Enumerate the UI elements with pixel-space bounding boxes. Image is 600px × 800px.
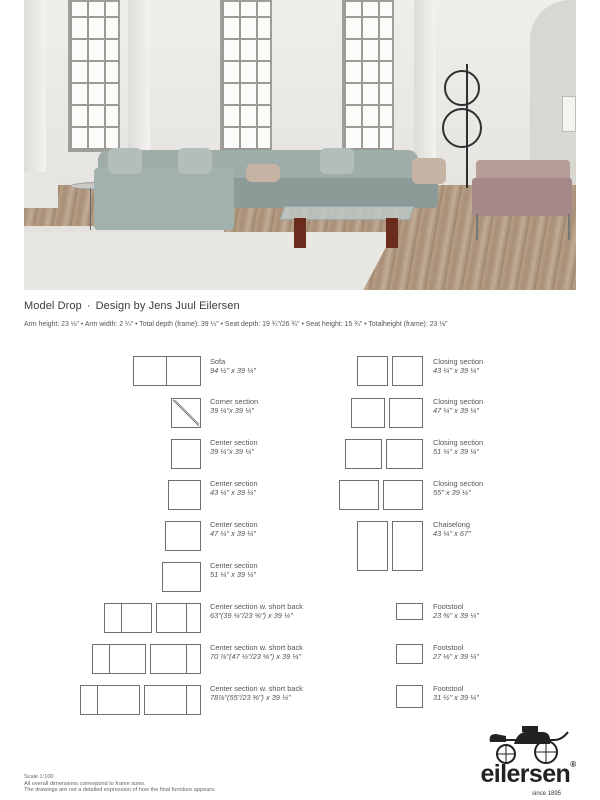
dimensions-note: All overall dimensions correspond to frame sizes. bbox=[24, 780, 146, 787]
item-name: Footstool bbox=[433, 602, 464, 611]
item-dimensions: 47 ¼" x 39 ¼" bbox=[433, 406, 479, 415]
hero-sofa-arm bbox=[94, 168, 234, 230]
frame bbox=[109, 644, 146, 674]
drawing-center-section bbox=[165, 521, 201, 551]
frame bbox=[104, 603, 122, 633]
item-dimensions: 43 ¼" x 39 ¼" bbox=[433, 366, 479, 375]
frame bbox=[165, 521, 201, 551]
hero-photo bbox=[24, 0, 576, 290]
frame bbox=[80, 685, 98, 715]
drawing-center-section bbox=[162, 562, 201, 592]
hero-rug bbox=[24, 232, 394, 290]
item-label bbox=[433, 357, 483, 375]
item-name: Closing section bbox=[433, 397, 484, 406]
item-name: Closing section bbox=[433, 357, 484, 366]
frame bbox=[186, 644, 201, 674]
frame bbox=[389, 398, 423, 428]
page-title bbox=[24, 300, 240, 312]
item-label bbox=[433, 397, 483, 415]
drawing-center-section-short-back bbox=[80, 685, 201, 715]
item-dimensions: 39 ¼"x 39 ¼" bbox=[210, 406, 254, 415]
drawing-closing-section bbox=[351, 398, 423, 428]
frame bbox=[92, 644, 110, 674]
item-dimensions: 78⅞"(55"/23 ⅝") x 39 ¼" bbox=[210, 693, 291, 702]
drawing-footstool bbox=[396, 644, 423, 664]
designer: Design by Jens Juul Eilersen bbox=[95, 300, 240, 312]
item-label bbox=[210, 479, 258, 497]
frame bbox=[383, 480, 423, 510]
hero-table-leg bbox=[294, 218, 306, 248]
item-name: Center section bbox=[210, 438, 258, 447]
item-label bbox=[433, 479, 483, 497]
hero-pillar bbox=[24, 0, 46, 195]
eilersen-logo bbox=[476, 722, 580, 800]
item-dimensions: 39 ¼"x 39 ¼" bbox=[210, 447, 254, 456]
item-label bbox=[210, 397, 258, 415]
frame bbox=[396, 644, 423, 664]
frame bbox=[392, 521, 423, 571]
item-dimensions: 47 ¼" x 39 ¼" bbox=[210, 529, 256, 538]
hero-window bbox=[220, 0, 272, 152]
item-name: Chaiselong bbox=[433, 520, 470, 529]
item-label bbox=[210, 561, 258, 579]
item-name: Center section w. short back bbox=[210, 643, 303, 652]
frame bbox=[186, 603, 201, 633]
item-dimensions: 70 ⅞"(47 ¼"/23 ⅝") x 39 ¼" bbox=[210, 652, 302, 661]
drawing-center-section-short-back bbox=[92, 644, 201, 674]
hero-cushion bbox=[178, 148, 212, 174]
hero-plinth bbox=[24, 172, 58, 208]
frame bbox=[97, 685, 140, 715]
frame bbox=[357, 356, 388, 386]
hero-side-leg bbox=[90, 188, 91, 230]
item-name: Sofa bbox=[210, 357, 226, 366]
frame bbox=[156, 603, 187, 633]
divider bbox=[166, 356, 167, 386]
frame bbox=[386, 439, 423, 469]
frame bbox=[339, 480, 379, 510]
frame bbox=[171, 439, 201, 469]
item-name: Center section bbox=[210, 561, 258, 570]
item-dimensions: 23 ⅝" x 39 ¼" bbox=[433, 611, 479, 620]
item-dimensions: 27 ⅛" x 39 ¼" bbox=[433, 652, 479, 661]
drawing-center-section bbox=[168, 480, 201, 510]
frame bbox=[186, 685, 201, 715]
hero-cushion bbox=[412, 158, 446, 184]
drawing-closing-section bbox=[339, 480, 423, 510]
hero-armchair-seat bbox=[472, 178, 572, 216]
hero-lamp bbox=[442, 108, 482, 148]
item-label bbox=[433, 684, 479, 702]
title-separator: · bbox=[86, 300, 91, 312]
hero-window bbox=[68, 0, 120, 152]
frame bbox=[121, 603, 152, 633]
hero-chair-leg bbox=[568, 214, 570, 240]
hero-wall-art bbox=[562, 96, 576, 132]
item-name: Closing section bbox=[433, 438, 484, 447]
model-name: Model Drop bbox=[24, 300, 82, 312]
item-label bbox=[210, 684, 303, 702]
item-name: Footstool bbox=[433, 684, 464, 693]
dimension-specs: Arm height: 23 ⅛" • Arm width: 2 ¼" • Total depth (frame): 39 ¼" • Seat depth: 19 ¾"/26 ¾" • Seat height: 15 ¾" • Totalheight (frame): 23 ⅛" bbox=[24, 321, 448, 328]
frame bbox=[357, 521, 388, 571]
frame bbox=[351, 398, 385, 428]
disclaimer-note: The drawings are not a detailed expression of how the final furniture appears. bbox=[24, 787, 216, 794]
drawing-corner-section bbox=[171, 398, 201, 428]
hero-window bbox=[342, 0, 394, 152]
registered-mark: ® bbox=[570, 760, 576, 769]
drawing-sofa bbox=[133, 356, 201, 386]
hero-lamp bbox=[444, 70, 480, 106]
item-dimensions: 51 ¼" x 39 ¼" bbox=[433, 447, 479, 456]
drawing-footstool bbox=[396, 685, 423, 708]
drawing-closing-section bbox=[345, 439, 423, 469]
item-label bbox=[210, 520, 258, 538]
item-dimensions: 43 ¼" x 67" bbox=[433, 529, 471, 538]
item-label bbox=[433, 438, 483, 456]
item-label bbox=[210, 602, 303, 620]
hero-cushion bbox=[108, 148, 142, 174]
hero-lamp-pole bbox=[466, 64, 468, 188]
drawing-center-section-short-back bbox=[104, 603, 201, 633]
brand-name bbox=[476, 760, 580, 789]
item-name: Footstool bbox=[433, 643, 464, 652]
item-label bbox=[210, 438, 258, 456]
frame bbox=[150, 644, 187, 674]
drawing-center-section bbox=[171, 439, 201, 469]
hero-chair-leg bbox=[476, 214, 478, 240]
frame bbox=[396, 685, 423, 708]
hero-table-leg bbox=[386, 218, 398, 248]
item-name: Center section bbox=[210, 520, 258, 529]
item-label bbox=[433, 643, 479, 661]
frame bbox=[168, 480, 201, 510]
footer-notes bbox=[24, 774, 216, 794]
item-name: Corner section bbox=[210, 397, 259, 406]
item-dimensions: 63"(39 ¼"/23 ⅝") x 39 ¼" bbox=[210, 611, 293, 620]
item-name: Center section w. short back bbox=[210, 684, 303, 693]
carriage-icon bbox=[484, 722, 572, 764]
frame bbox=[133, 356, 201, 386]
hero-cushion bbox=[320, 148, 354, 174]
item-name: Center section bbox=[210, 479, 258, 488]
item-label bbox=[210, 643, 303, 661]
drawing-chaiselong bbox=[357, 521, 423, 571]
frame bbox=[144, 685, 187, 715]
item-dimensions: 43 ¼" x 39 ¼" bbox=[210, 488, 256, 497]
brand-text: eilersen bbox=[480, 760, 571, 788]
scale-note: Scale 1:100 bbox=[24, 774, 54, 780]
item-label bbox=[210, 357, 256, 375]
item-dimensions: 31 ½" x 39 ¼" bbox=[433, 693, 479, 702]
drawing-closing-section bbox=[357, 356, 423, 386]
hero-cushion bbox=[246, 164, 280, 182]
item-dimensions: 55" x 39 ¼" bbox=[433, 488, 471, 497]
drawing-footstool bbox=[396, 603, 423, 620]
item-label bbox=[433, 602, 479, 620]
corner-diagonal bbox=[171, 398, 201, 428]
frame bbox=[392, 356, 423, 386]
frame bbox=[345, 439, 382, 469]
frame bbox=[396, 603, 423, 620]
item-dimensions: 94 ½" x 39 ¼" bbox=[210, 366, 256, 375]
item-label bbox=[433, 520, 471, 538]
item-name: Center section w. short back bbox=[210, 602, 303, 611]
item-dimensions: 51 ¼" x 39 ¼" bbox=[210, 570, 256, 579]
item-name: Closing section bbox=[433, 479, 484, 488]
since-year: since 1895 bbox=[532, 791, 562, 797]
frame bbox=[162, 562, 201, 592]
